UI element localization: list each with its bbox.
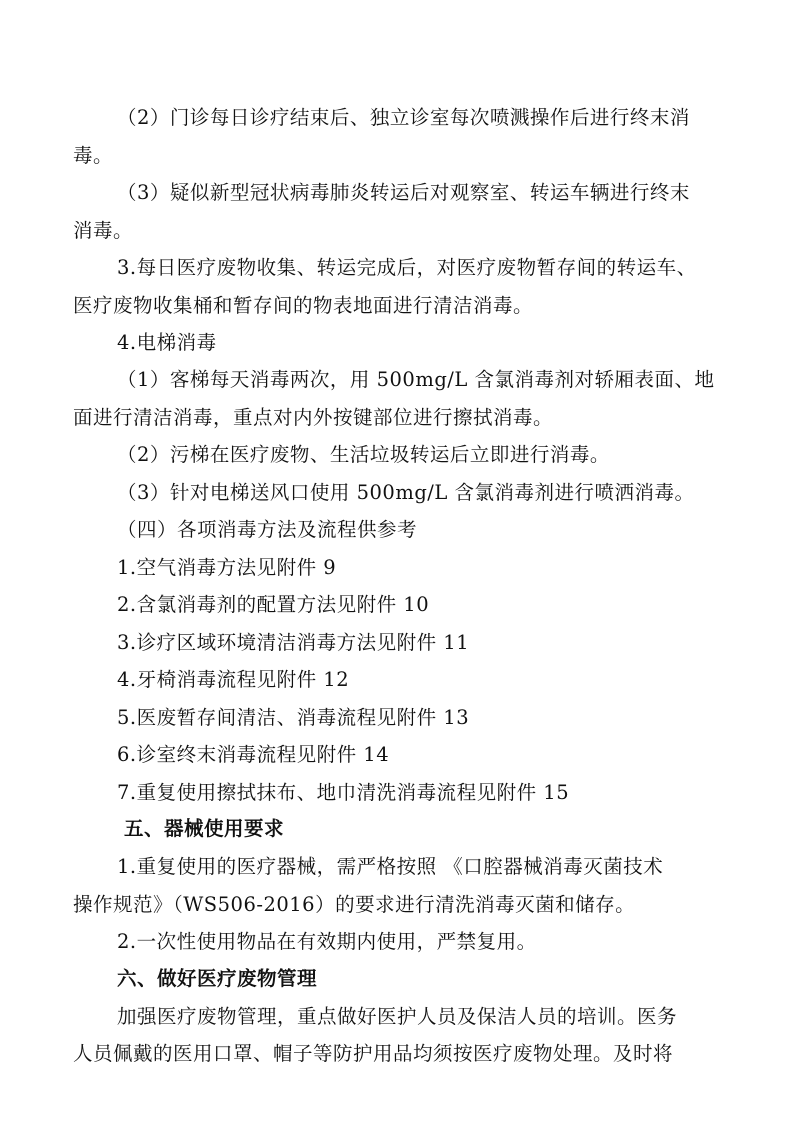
- para-line-1: （2）门诊每日诊疗结束后、独立诊室每次喷溅操作后进行终末消: [117, 106, 690, 129]
- section-heading-6: 六、做好医疗废物管理: [117, 967, 318, 990]
- list-item-7: 7.重复使用擦拭抹布、地巾清洗消毒流程见附件 15: [117, 781, 570, 804]
- para-line-6: 医疗废物收集桶和暂存间的物表地面进行清洁消毒。: [73, 294, 534, 317]
- list-item-3: 3.诊疗区域环境清洁消毒方法见附件 11: [117, 631, 470, 654]
- para-line-10: （2）污梯在医疗废物、生活垃圾转运后立即进行消毒。: [117, 443, 610, 466]
- section-heading-4: （四）各项消毒方法及流程供参考: [117, 518, 418, 541]
- list-item-2: 2.含氯消毒剂的配置方法见附件 10: [117, 593, 430, 616]
- para-line-16: 人员佩戴的医用口罩、帽子等防护用品均须按医疗废物处理。及时将: [73, 1042, 674, 1065]
- para-line-15: 加强医疗废物管理，重点做好医护人员及保洁人员的培训。医务: [117, 1005, 678, 1028]
- para-line-11: （3）针对电梯送风口使用 500mg/L 含氯消毒剂进行喷洒消毒。: [117, 481, 695, 504]
- list-item-1: 1.空气消毒方法见附件 9: [117, 556, 337, 579]
- section-heading-5: 五、器械使用要求: [124, 817, 285, 840]
- para-line-8: （1）客梯每天消毒两次，用 500mg/L 含氯消毒剂对轿厢表面、地: [117, 368, 715, 391]
- list-item-6: 6.诊室终末消毒流程见附件 14: [117, 743, 390, 766]
- para-line-14: 2.一次性使用物品在有效期内使用，严禁复用。: [117, 930, 537, 953]
- para-line-3: （3）疑似新型冠状病毒肺炎转运后对观察室、转运车辆进行终末: [117, 181, 690, 204]
- para-line-7: 4.电梯消毒: [117, 331, 217, 354]
- para-line-12: 1.重复使用的医疗器械，需严格按照 《口腔器械消毒灭菌技术: [117, 855, 664, 878]
- para-line-9: 面进行清洁消毒，重点对内外按键部位进行擦拭消毒。: [73, 406, 554, 429]
- para-line-5: 3.每日医疗废物收集、转运完成后，对医疗废物暂存间的转运车、: [117, 256, 697, 279]
- para-line-13: 操作规范》（WS506-2016）的要求进行清洗消毒灭菌和储存。: [73, 893, 636, 916]
- list-item-4: 4.牙椅消毒流程见附件 12: [117, 668, 350, 691]
- para-line-4: 消毒。: [73, 219, 134, 242]
- list-item-5: 5.医废暂存间清洁、消毒流程见附件 13: [117, 706, 470, 729]
- para-line-2: 毒。: [73, 144, 114, 167]
